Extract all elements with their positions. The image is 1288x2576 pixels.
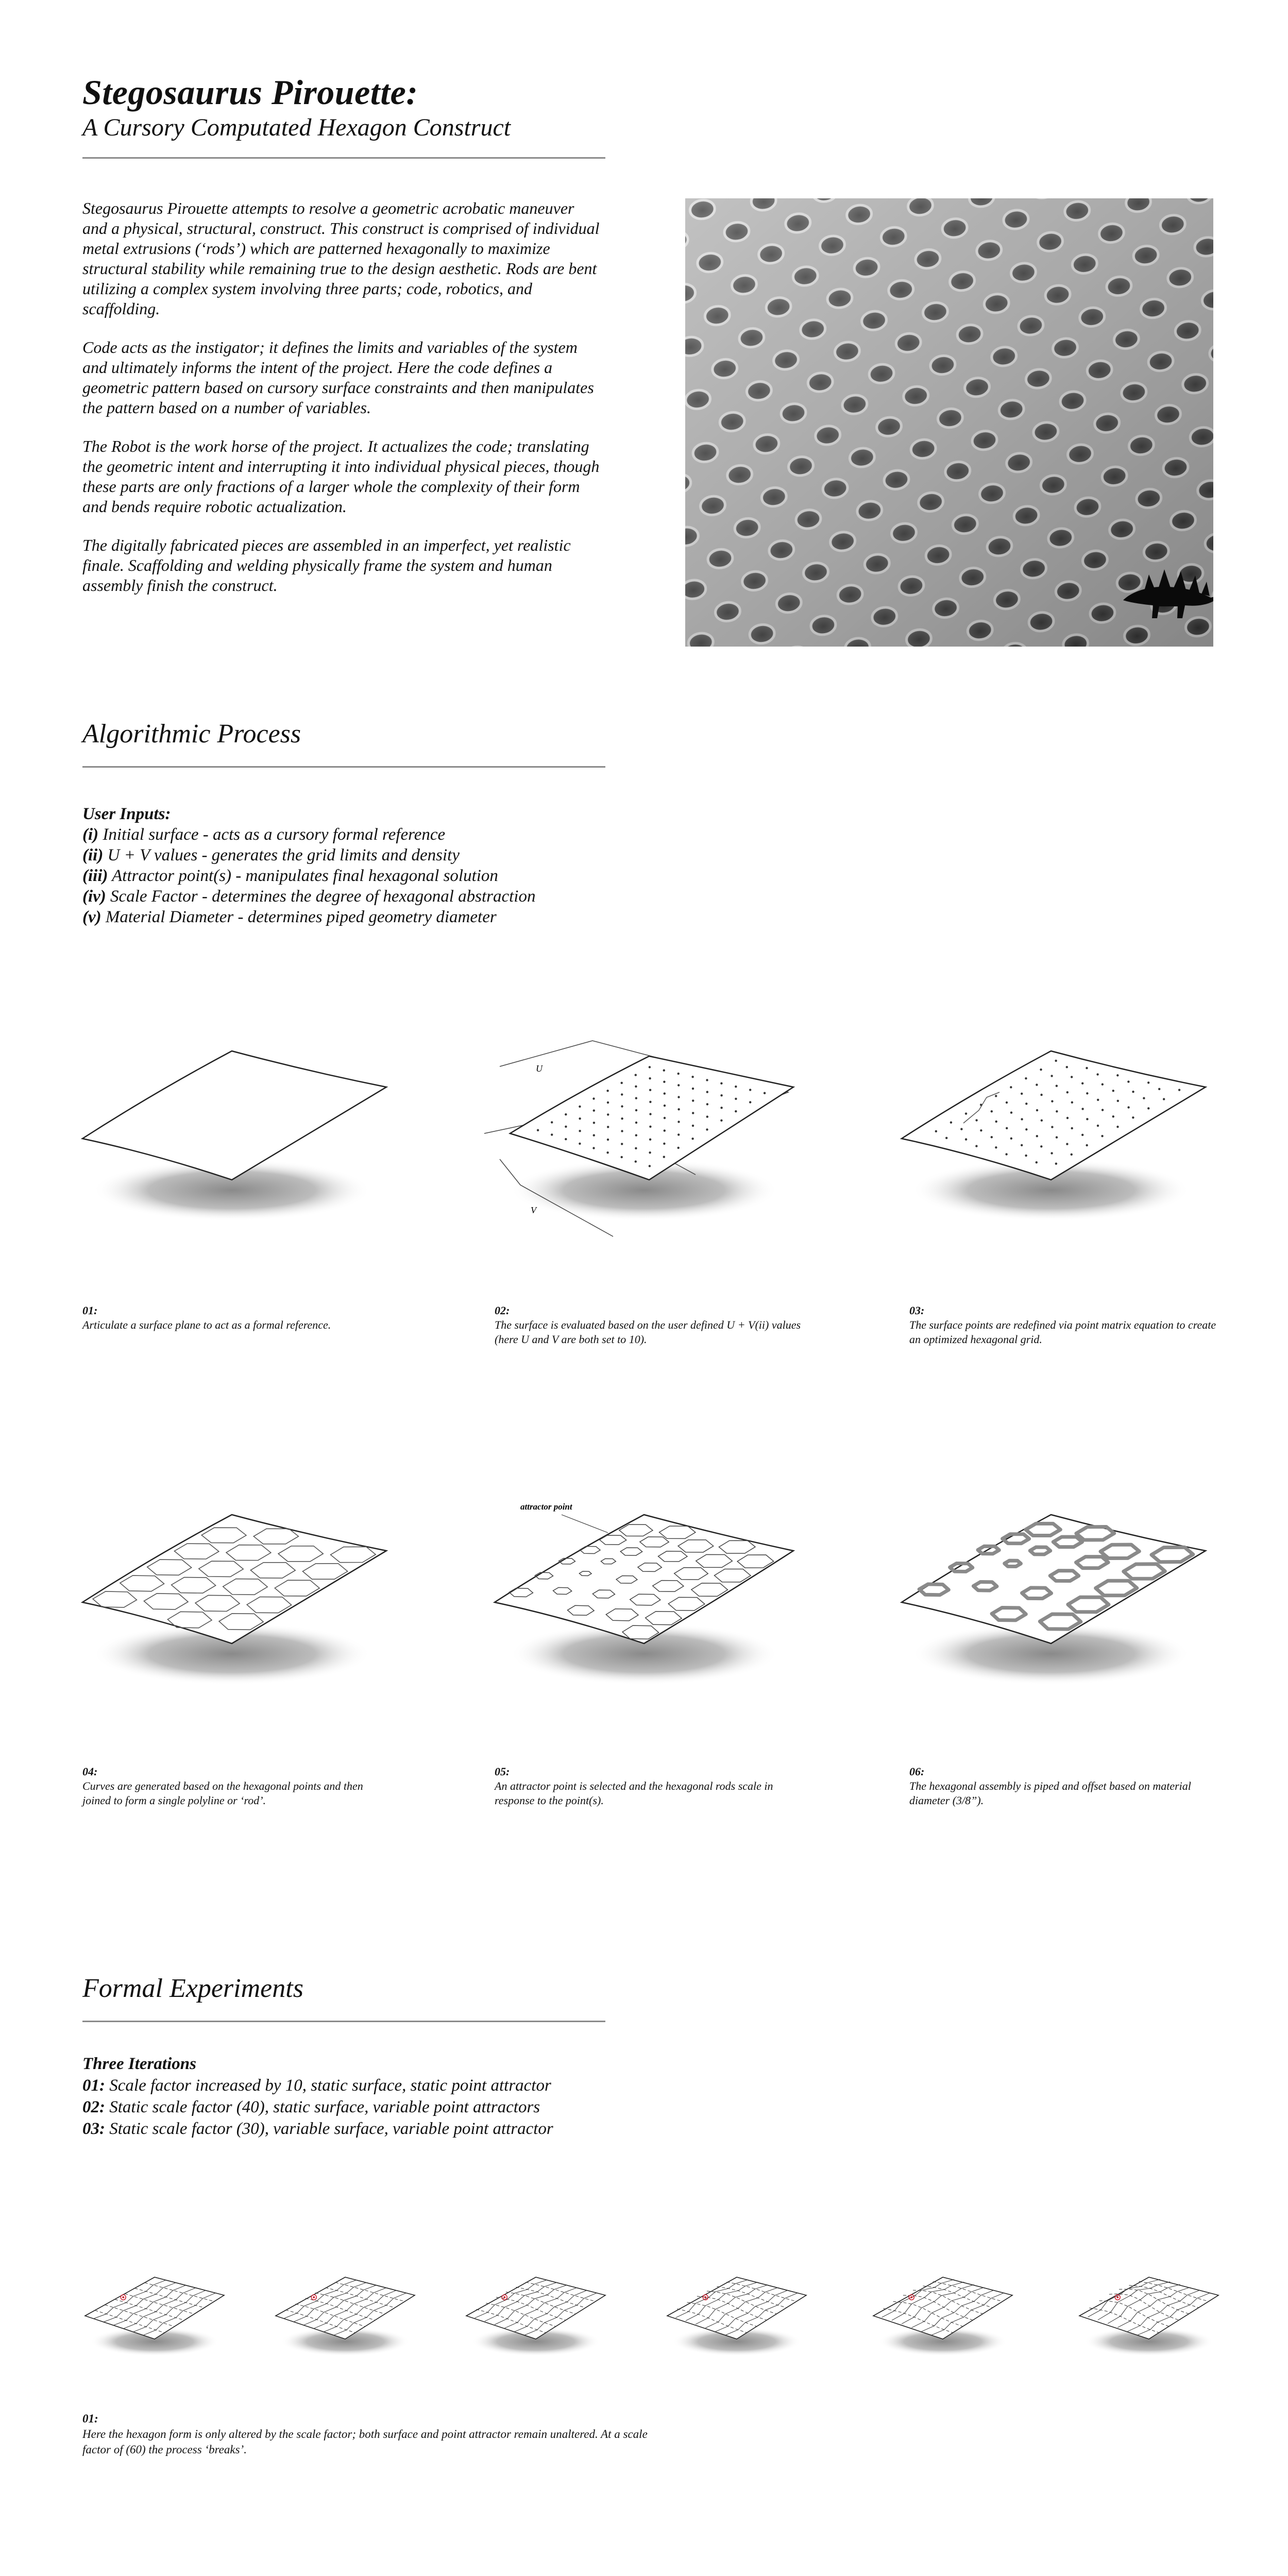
section-heading-formal: Formal Experiments bbox=[82, 1974, 303, 2003]
iteration-item: 03: Static scale factor (30), variable surface, variable point attractor bbox=[82, 2120, 553, 2138]
iteration-item: 02: Static scale factor (40), static surface, variable point attractors bbox=[82, 2098, 540, 2116]
intro-paragraph: The Robot is the work horse of the project. It actualizes the code; translating the geometric intent and interrupting it into individual physical pieces, though these parts are only fractions of a larger whole the complexity of their form and bends require robotic actualization. bbox=[82, 437, 600, 516]
hexagon-construct-photo bbox=[685, 198, 1213, 647]
iterations-title: Three Iterations bbox=[82, 2055, 196, 2073]
user-input-item: (v) Material Diameter - determines piped geometry diameter bbox=[82, 908, 497, 926]
step-caption: 02: The surface is evaluated based on the user defined U + V(ii) values (here U and V are both set to 10). bbox=[495, 1304, 801, 1346]
page-title: Stegosaurus Pirouette: bbox=[82, 73, 418, 112]
iterations-list bbox=[82, 2053, 553, 2140]
experiment-thumbnail bbox=[659, 2257, 814, 2375]
experiment-thumbnail bbox=[77, 2257, 232, 2375]
formal-divider bbox=[82, 2021, 605, 2022]
diagram-02-uv-points bbox=[479, 1020, 799, 1257]
step-caption: 06: The hexagonal assembly is piped and offset based on material diameter (3/8”). bbox=[909, 1765, 1191, 1807]
experiment-thumbnail bbox=[1072, 2257, 1226, 2375]
user-input-item: (i) Initial surface - acts as a cursory formal reference bbox=[82, 825, 446, 844]
u-label: U bbox=[536, 1063, 543, 1074]
intro-paragraph: Stegosaurus Pirouette attempts to resolve a geometric acrobatic maneuver and a physical, structural, construct. This construct is comprised of individual metal extrusions (‘rods’) which are patterned hexagonally to maximize structural stability while remaining true to the design aesthetic. Rods are bent utilizing a complex system involving three parts; code, robotics, and scaffolding. bbox=[82, 199, 600, 318]
section-heading-algorithmic: Algorithmic Process bbox=[82, 719, 301, 749]
page-subtitle: A Cursory Computated Hexagon Construct bbox=[82, 114, 511, 141]
user-inputs-title: User Inputs: bbox=[82, 805, 171, 823]
user-input-item: (ii) U + V values - generates the grid limits and density bbox=[82, 846, 460, 865]
experiment-thumbnail bbox=[459, 2257, 613, 2375]
intro-paragraph: Code acts as the instigator; it defines the limits and variables of the system and ultimately informs the intent of the project. Here the code defines a geometric pattern based on cursory surface constraints and then manipulates the pattern based on a number of variables. bbox=[82, 338, 594, 417]
row-caption: 01: Here the hexagon form is only altered by the scale factor; both surface and point attractor remain unaltered. At a scale factor of (60) the process ‘breaks’. bbox=[82, 2412, 648, 2456]
user-input-item: (iv) Scale Factor - determines the degree of hexagonal abstraction bbox=[82, 887, 536, 906]
step-caption: 04: Curves are generated based on the hexagonal points and then joined to form a single polyline or ‘rod’. bbox=[82, 1765, 363, 1807]
attractor-point-label: attractor point bbox=[520, 1502, 572, 1512]
v-label: V bbox=[531, 1205, 536, 1215]
title-divider bbox=[82, 157, 605, 159]
diagram-01-surface bbox=[77, 1020, 397, 1257]
iteration-item: 01: Scale factor increased by 10, static surface, static point attractor bbox=[82, 2076, 551, 2095]
diagram-03-hex-points bbox=[896, 1020, 1216, 1257]
diagram-06-piped bbox=[896, 1484, 1216, 1721]
intro-text bbox=[82, 198, 603, 614]
experiment-thumbnail bbox=[268, 2257, 422, 2375]
step-caption: 03: The surface points are redefined via point matrix equation to create an optimized hexagonal grid. bbox=[909, 1304, 1216, 1346]
step-caption: 05: An attractor point is selected and the hexagonal rods scale in response to the point(s). bbox=[495, 1765, 773, 1807]
step-caption: 01: Articulate a surface plane to act as a formal reference. bbox=[82, 1304, 331, 1331]
experiment-thumbnail bbox=[866, 2257, 1020, 2375]
intro-paragraph: The digitally fabricated pieces are assembled in an imperfect, yet realistic finale. Scaffolding and welding physically frame the system and human assembly finish the construct. bbox=[82, 536, 571, 595]
diagram-05-attractor bbox=[479, 1484, 799, 1721]
algorithmic-divider bbox=[82, 766, 605, 768]
user-input-item: (iii) Attractor point(s) - manipulates final hexagonal solution bbox=[82, 867, 498, 885]
diagram-04-hex-curves bbox=[77, 1484, 397, 1721]
user-inputs-list bbox=[82, 804, 535, 927]
